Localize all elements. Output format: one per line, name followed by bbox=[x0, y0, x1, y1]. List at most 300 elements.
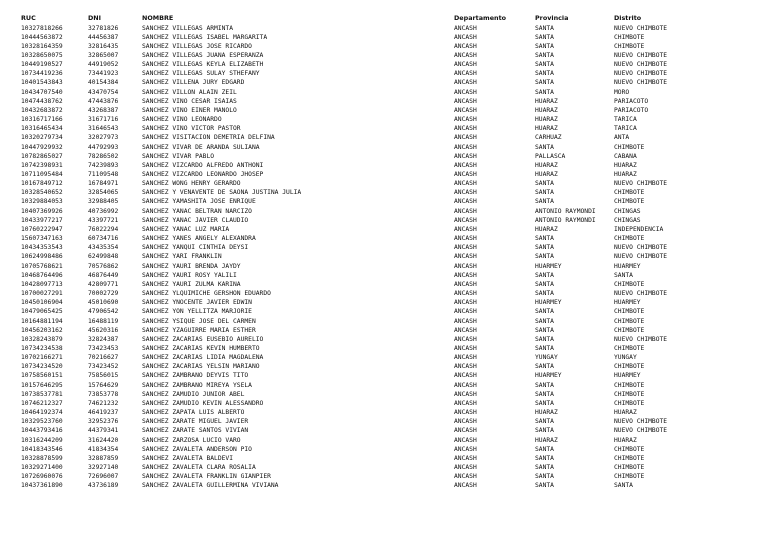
table-row bbox=[0, 60, 768, 69]
cell-ruc: 10726960076 bbox=[21, 473, 63, 481]
cell-departamento: ANCASH bbox=[454, 143, 477, 151]
cell-distrito: NUEVO CHIMBOTE bbox=[614, 253, 668, 261]
cell-distrito: NUEVO CHIMBOTE bbox=[614, 418, 668, 426]
cell-ruc: 10624998486 bbox=[21, 253, 63, 261]
cell-provincia: SANTA bbox=[535, 454, 554, 462]
cell-departamento: ANCASH bbox=[454, 116, 477, 124]
cell-ruc: 10711095484 bbox=[21, 171, 63, 178]
cell-nombre: SANCHEZ ZAMBRANO DEYVIS TITO bbox=[142, 372, 249, 380]
cell-nombre: SANCHEZ VILLEGAS KEYLA ELIZABETH bbox=[142, 61, 264, 69]
cell-dni: 47906542 bbox=[88, 308, 119, 316]
table-row bbox=[0, 179, 768, 188]
header-departamento: Departamento bbox=[454, 14, 507, 22]
table-row bbox=[0, 234, 768, 243]
cell-provincia: SANTA bbox=[535, 308, 554, 316]
cell-distrito: SANTA bbox=[614, 271, 633, 279]
cell-nombre: SANCHEZ VILLEGAS ARMINTA bbox=[142, 24, 233, 32]
cell-distrito: CHIMBOTE bbox=[614, 280, 645, 288]
table-row bbox=[0, 335, 768, 344]
cell-ruc: 10434707540 bbox=[21, 88, 63, 96]
cell-provincia: SANTA bbox=[535, 464, 554, 471]
cell-distrito: TARICA bbox=[614, 125, 637, 133]
cell-dni: 32988405 bbox=[88, 198, 119, 206]
cell-ruc: 10479065425 bbox=[21, 308, 63, 316]
table-row bbox=[0, 115, 768, 124]
cell-departamento: ANCASH bbox=[454, 326, 477, 334]
cell-nombre: SANCHEZ YANES ANGELY ALEXANDRA bbox=[142, 235, 256, 243]
cell-distrito: CHIMBOTE bbox=[614, 381, 645, 389]
cell-ruc: 10742398931 bbox=[21, 161, 63, 169]
cell-dni: 32927140 bbox=[88, 464, 119, 471]
cell-distrito: CHIMBOTE bbox=[614, 235, 645, 243]
cell-dni: 73441923 bbox=[88, 70, 119, 78]
cell-provincia: HUARAZ bbox=[535, 436, 558, 444]
cell-provincia: SANTA bbox=[535, 253, 554, 261]
cell-ruc: 10316465434 bbox=[21, 125, 63, 133]
cell-departamento: ANCASH bbox=[454, 42, 477, 50]
cell-provincia: SANTA bbox=[535, 79, 554, 87]
cell-ruc: 10316244209 bbox=[21, 436, 63, 444]
cell-nombre: SANCHEZ ZAMUDIO JUNIOR ABEL bbox=[142, 390, 245, 398]
cell-provincia: SANTA bbox=[535, 24, 554, 32]
cell-departamento: ANCASH bbox=[454, 473, 477, 481]
table-row bbox=[0, 252, 768, 261]
cell-distrito: CHINGAS bbox=[614, 207, 641, 215]
cell-nombre: SANCHEZ VISITACION DEMETRIA DELFINA bbox=[142, 134, 275, 142]
cell-ruc: 10450106904 bbox=[21, 299, 63, 307]
cell-provincia: SANTA bbox=[535, 189, 554, 197]
cell-provincia: ANTONIO RAYMONDI bbox=[535, 207, 596, 215]
table-row bbox=[0, 362, 768, 371]
cell-nombre: SANCHEZ YAURI ZULMA KARINA bbox=[142, 280, 241, 288]
cell-dni: 76022294 bbox=[88, 225, 119, 233]
cell-departamento: ANCASH bbox=[454, 418, 477, 426]
cell-distrito: YUNGAY bbox=[614, 354, 637, 362]
cell-distrito: CHIMBOTE bbox=[614, 399, 645, 407]
table-row bbox=[0, 298, 768, 307]
cell-nombre: SANCHEZ ZAVALETA BALDEVI bbox=[142, 454, 233, 462]
cell-dni: 43470754 bbox=[88, 88, 119, 96]
cell-dni: 74239893 bbox=[88, 161, 119, 169]
cell-ruc: 10320279734 bbox=[21, 134, 63, 142]
cell-provincia: SANTA bbox=[535, 271, 554, 279]
cell-departamento: ANCASH bbox=[454, 335, 477, 343]
cell-departamento: ANCASH bbox=[454, 225, 477, 233]
cell-provincia: SANTA bbox=[535, 363, 554, 371]
cell-dni: 71109548 bbox=[88, 171, 119, 178]
cell-distrito: HUARAZ bbox=[614, 161, 637, 169]
cell-ruc: 10157646295 bbox=[21, 381, 63, 389]
cell-dni: 32865007 bbox=[88, 51, 119, 59]
cell-nombre: SANCHEZ ZACARIAS LIDIA MAGDALENA bbox=[142, 354, 264, 362]
cell-nombre: SANCHEZ VINO EINER MANOLO bbox=[142, 106, 237, 114]
cell-provincia: SANTA bbox=[535, 326, 554, 334]
cell-provincia: HUARMEY bbox=[535, 262, 562, 270]
table-row bbox=[0, 436, 768, 445]
cell-dni: 46419237 bbox=[88, 409, 119, 417]
cell-dni: 40154384 bbox=[88, 79, 119, 87]
cell-dni: 70216627 bbox=[88, 354, 119, 362]
cell-dni: 44792993 bbox=[88, 143, 119, 151]
cell-distrito: HUARAZ bbox=[614, 171, 637, 178]
cell-provincia: HUARAZ bbox=[535, 225, 558, 233]
cell-dni: 32781826 bbox=[88, 24, 119, 32]
cell-distrito: NUEVO CHIMBOTE bbox=[614, 244, 668, 252]
cell-dni: 41834354 bbox=[88, 445, 119, 453]
cell-ruc: 10329884053 bbox=[21, 198, 63, 206]
cell-nombre: SANCHEZ VILLEGAS SULAY STHEFANY bbox=[142, 70, 260, 78]
cell-distrito: CHIMBOTE bbox=[614, 445, 645, 453]
cell-departamento: ANCASH bbox=[454, 152, 477, 160]
cell-dni: 16784971 bbox=[88, 180, 119, 188]
cell-provincia: SANTA bbox=[535, 399, 554, 407]
cell-provincia: SANTA bbox=[535, 61, 554, 69]
cell-provincia: SANTA bbox=[535, 143, 554, 151]
table-row bbox=[0, 152, 768, 161]
cell-distrito: CHIMBOTE bbox=[614, 189, 645, 197]
cell-departamento: ANCASH bbox=[454, 399, 477, 407]
cell-provincia: SANTA bbox=[535, 244, 554, 252]
table-row bbox=[0, 124, 768, 133]
cell-departamento: ANCASH bbox=[454, 79, 477, 87]
cell-dni: 32854065 bbox=[88, 189, 119, 197]
cell-ruc: 10329271400 bbox=[21, 464, 63, 471]
cell-distrito: CABANA bbox=[614, 152, 637, 160]
cell-nombre: SANCHEZ ZACARIAS YELSIN MARIANO bbox=[142, 363, 260, 371]
cell-nombre: SANCHEZ YAURI BRENDA JAYDY bbox=[142, 262, 241, 270]
table-row bbox=[0, 33, 768, 42]
cell-nombre: SANCHEZ ZAVALETA ANDERSON PIO bbox=[142, 445, 252, 453]
cell-dni: 43736189 bbox=[88, 482, 119, 490]
cell-nombre: SANCHEZ VILLEGAS JUANA ESPERANZA bbox=[142, 51, 264, 59]
cell-nombre: SANCHEZ YAMASHITA JOSE ENRIQUE bbox=[142, 198, 256, 206]
cell-dni: 44919052 bbox=[88, 61, 119, 69]
table-row bbox=[0, 188, 768, 197]
cell-distrito: NUEVO CHIMBOTE bbox=[614, 51, 668, 59]
cell-dni: 44456387 bbox=[88, 33, 119, 41]
cell-dni: 73853778 bbox=[88, 390, 119, 398]
cell-nombre: SANCHEZ YNOCENTE JAVIER EDWIN bbox=[142, 299, 252, 307]
cell-nombre: SANCHEZ ZACARIAS EUSEBIO AURELIO bbox=[142, 335, 264, 343]
cell-ruc: 10705768621 bbox=[21, 262, 63, 270]
cell-nombre: SANCHEZ VILLEGAS JOSE RICARDO bbox=[142, 42, 252, 50]
cell-departamento: ANCASH bbox=[454, 436, 477, 444]
cell-provincia: SANTA bbox=[535, 317, 554, 325]
cell-distrito: NUEVO CHIMBOTE bbox=[614, 24, 668, 32]
cell-ruc: 10401543843 bbox=[21, 79, 63, 87]
cell-dni: 32816435 bbox=[88, 42, 119, 50]
table-row bbox=[0, 24, 768, 33]
cell-distrito: NUEVO CHIMBOTE bbox=[614, 427, 668, 435]
cell-distrito: PARIACOTO bbox=[614, 97, 649, 105]
cell-distrito: NUEVO CHIMBOTE bbox=[614, 61, 668, 69]
cell-dni: 62499848 bbox=[88, 253, 119, 261]
cell-distrito: SANTA bbox=[614, 482, 633, 490]
table-row bbox=[0, 317, 768, 326]
table-row bbox=[0, 280, 768, 289]
table-row bbox=[0, 390, 768, 399]
cell-departamento: ANCASH bbox=[454, 51, 477, 59]
table-row bbox=[0, 225, 768, 234]
cell-nombre: SANCHEZ YANAC JAVIER CLAUDIO bbox=[142, 216, 249, 224]
table-row bbox=[0, 271, 768, 280]
cell-distrito: NUEVO CHIMBOTE bbox=[614, 180, 668, 188]
table-row bbox=[0, 289, 768, 298]
cell-distrito: NUEVO CHIMBOTE bbox=[614, 290, 668, 298]
cell-dni: 32027973 bbox=[88, 134, 119, 142]
cell-ruc: 10328540652 bbox=[21, 189, 63, 197]
cell-dni: 75856015 bbox=[88, 372, 119, 380]
cell-ruc: 10700027291 bbox=[21, 290, 63, 298]
cell-dni: 31646543 bbox=[88, 125, 119, 133]
table-row bbox=[0, 307, 768, 316]
cell-dni: 73423452 bbox=[88, 363, 119, 371]
cell-nombre: SANCHEZ ZAVALETA CLARA ROSALIA bbox=[142, 464, 256, 471]
table-row bbox=[0, 472, 768, 481]
cell-nombre: SANCHEZ ZAMUDIO KEVIN ALESSANDRO bbox=[142, 399, 264, 407]
cell-provincia: SANTA bbox=[535, 198, 554, 206]
cell-ruc: 10474438762 bbox=[21, 97, 63, 105]
cell-departamento: ANCASH bbox=[454, 216, 477, 224]
cell-distrito: CHIMBOTE bbox=[614, 308, 645, 316]
table-row bbox=[0, 197, 768, 206]
cell-ruc: 10418343546 bbox=[21, 445, 63, 453]
cell-ruc: 10316717166 bbox=[21, 116, 63, 124]
cell-distrito: PARIACOTO bbox=[614, 106, 649, 114]
cell-distrito: CHIMBOTE bbox=[614, 326, 645, 334]
cell-provincia: YUNGAY bbox=[535, 354, 558, 362]
cell-distrito: CHIMBOTE bbox=[614, 198, 645, 206]
cell-departamento: ANCASH bbox=[454, 409, 477, 417]
cell-dni: 74621232 bbox=[88, 399, 119, 407]
cell-provincia: HUARAZ bbox=[535, 171, 558, 178]
cell-provincia: HUARAZ bbox=[535, 125, 558, 133]
cell-provincia: PALLASCA bbox=[535, 152, 566, 160]
cell-departamento: ANCASH bbox=[454, 363, 477, 371]
cell-departamento: ANCASH bbox=[454, 445, 477, 453]
table-row bbox=[0, 408, 768, 417]
cell-ruc: 10433977217 bbox=[21, 216, 63, 224]
cell-ruc: 10468764496 bbox=[21, 271, 63, 279]
cell-distrito: NUEVO CHIMBOTE bbox=[614, 79, 668, 87]
cell-provincia: SANTA bbox=[535, 33, 554, 41]
cell-provincia: SANTA bbox=[535, 344, 554, 352]
table-row bbox=[0, 170, 768, 179]
table-row bbox=[0, 381, 768, 390]
cell-dni: 42809771 bbox=[88, 280, 119, 288]
cell-ruc: 10437361890 bbox=[21, 482, 63, 490]
cell-departamento: ANCASH bbox=[454, 372, 477, 380]
cell-dni: 40736992 bbox=[88, 207, 119, 215]
cell-ruc: 10760222947 bbox=[21, 225, 63, 233]
table-row bbox=[0, 417, 768, 426]
cell-departamento: ANCASH bbox=[454, 198, 477, 206]
cell-nombre: SANCHEZ VILLON ALAIN ZEIL bbox=[142, 88, 237, 96]
table-row bbox=[0, 207, 768, 216]
cell-departamento: ANCASH bbox=[454, 317, 477, 325]
cell-dni: 44379341 bbox=[88, 427, 119, 435]
cell-provincia: HUARAZ bbox=[535, 97, 558, 105]
cell-ruc: 10434353543 bbox=[21, 244, 63, 252]
cell-ruc: 10167849712 bbox=[21, 180, 63, 188]
cell-provincia: SANTA bbox=[535, 290, 554, 298]
cell-nombre: SANCHEZ Y VENAVENTE DE SAONA JUSTINA JULIA bbox=[142, 189, 302, 197]
cell-ruc: 10447929932 bbox=[21, 143, 63, 151]
cell-nombre: SANCHEZ YZAGUIRRE MARIA ESTHER bbox=[142, 326, 256, 334]
cell-nombre: SANCHEZ ZARZOSA LUCIO VARO bbox=[142, 436, 241, 444]
cell-nombre: SANCHEZ ZARATE SANTOS VIVIAN bbox=[142, 427, 249, 435]
cell-distrito: CHIMBOTE bbox=[614, 33, 645, 41]
cell-dni: 31624420 bbox=[88, 436, 119, 444]
table-row bbox=[0, 97, 768, 106]
cell-distrito: CHIMBOTE bbox=[614, 464, 645, 471]
cell-departamento: ANCASH bbox=[454, 262, 477, 270]
table-row bbox=[0, 463, 768, 472]
cell-ruc: 10428097713 bbox=[21, 280, 63, 288]
cell-ruc: 10444563872 bbox=[21, 33, 63, 41]
table-row bbox=[0, 69, 768, 78]
cell-ruc: 10782865027 bbox=[21, 152, 63, 160]
cell-nombre: SANCHEZ YARI FRANKLIN bbox=[142, 253, 222, 261]
header-row bbox=[0, 14, 768, 24]
cell-distrito: TARICA bbox=[614, 116, 637, 124]
cell-dni: 45010690 bbox=[88, 299, 119, 307]
cell-dni: 15764629 bbox=[88, 381, 119, 389]
cell-nombre: SANCHEZ ZAMBRANO MIREYA YSELA bbox=[142, 381, 252, 389]
cell-departamento: ANCASH bbox=[454, 244, 477, 252]
cell-provincia: SANTA bbox=[535, 445, 554, 453]
cell-departamento: ANCASH bbox=[454, 271, 477, 279]
cell-nombre: SANCHEZ ZAPATA LUIS ALBERTO bbox=[142, 409, 245, 417]
cell-provincia: HUARMEY bbox=[535, 299, 562, 307]
cell-ruc: 10734234538 bbox=[21, 344, 63, 352]
cell-departamento: ANCASH bbox=[454, 24, 477, 32]
cell-nombre: SANCHEZ VIZCARDO LEONARDO JHOSEP bbox=[142, 171, 264, 178]
cell-departamento: ANCASH bbox=[454, 354, 477, 362]
cell-nombre: SANCHEZ VILLEGAS ISABEL MARGARITA bbox=[142, 33, 268, 41]
table-row bbox=[0, 161, 768, 170]
table-row bbox=[0, 344, 768, 353]
cell-ruc: 10702166271 bbox=[21, 354, 63, 362]
cell-ruc: 10432683872 bbox=[21, 106, 63, 114]
cell-provincia: SANTA bbox=[535, 42, 554, 50]
cell-provincia: HUARAZ bbox=[535, 106, 558, 114]
cell-nombre: SANCHEZ VILLENA JURY EDGARD bbox=[142, 79, 245, 87]
cell-nombre: SANCHEZ VIZCARDO ALFREDO ANTHONI bbox=[142, 161, 264, 169]
table-row bbox=[0, 326, 768, 335]
cell-provincia: HUARAZ bbox=[535, 409, 558, 417]
cell-departamento: ANCASH bbox=[454, 290, 477, 298]
cell-dni: 43397721 bbox=[88, 216, 119, 224]
cell-nombre: SANCHEZ VINO LEONARDO bbox=[142, 116, 222, 124]
cell-provincia: SANTA bbox=[535, 51, 554, 59]
cell-departamento: ANCASH bbox=[454, 344, 477, 352]
table-row bbox=[0, 51, 768, 60]
cell-nombre: SANCHEZ YLQUIMICHE GERSHON EDUARDO bbox=[142, 290, 271, 298]
cell-nombre: SANCHEZ WONG HENRY GERARDO bbox=[142, 180, 241, 188]
cell-distrito: CHIMBOTE bbox=[614, 390, 645, 398]
cell-provincia: CARHUAZ bbox=[535, 134, 562, 142]
cell-dni: 16488119 bbox=[88, 317, 119, 325]
cell-nombre: SANCHEZ YON YELLITZA MARJORIE bbox=[142, 308, 252, 316]
cell-provincia: HUARAZ bbox=[535, 161, 558, 169]
table-row bbox=[0, 78, 768, 87]
cell-nombre: SANCHEZ VINO CESAR ISAIAS bbox=[142, 97, 237, 105]
cell-ruc: 10443793416 bbox=[21, 427, 63, 435]
table-row bbox=[0, 426, 768, 435]
cell-ruc: 10758560151 bbox=[21, 372, 63, 380]
cell-departamento: ANCASH bbox=[454, 88, 477, 96]
header-ruc: RUC bbox=[21, 14, 36, 22]
cell-ruc: 10738537781 bbox=[21, 390, 63, 398]
cell-ruc: 10328164359 bbox=[21, 42, 63, 50]
cell-distrito: NUEVO CHIMBOTE bbox=[614, 70, 668, 78]
cell-dni: 32952376 bbox=[88, 418, 119, 426]
header-nombre: NOMBRE bbox=[142, 14, 174, 22]
cell-dni: 47443876 bbox=[88, 97, 119, 105]
cell-distrito: CHIMBOTE bbox=[614, 42, 645, 50]
cell-distrito: CHIMBOTE bbox=[614, 317, 645, 325]
cell-ruc: 15607347163 bbox=[21, 235, 63, 243]
cell-nombre: SANCHEZ ZAVALETA GUILLERMINA VIVIANA bbox=[142, 482, 279, 490]
cell-ruc: 10164881194 bbox=[21, 317, 63, 325]
cell-dni: 43268387 bbox=[88, 106, 119, 114]
table-row bbox=[0, 88, 768, 97]
cell-dni: 32887859 bbox=[88, 454, 119, 462]
cell-departamento: ANCASH bbox=[454, 171, 477, 178]
cell-nombre: SANCHEZ YANAC BELTRAN NARCIZO bbox=[142, 207, 252, 215]
cell-ruc: 10734234520 bbox=[21, 363, 63, 371]
cell-departamento: ANCASH bbox=[454, 180, 477, 188]
cell-distrito: NUEVO CHIMBOTE bbox=[614, 335, 668, 343]
cell-ruc: 10328243879 bbox=[21, 335, 63, 343]
cell-provincia: HUARAZ bbox=[535, 116, 558, 124]
cell-dni: 45620316 bbox=[88, 326, 119, 334]
cell-ruc: 10327818266 bbox=[21, 24, 63, 32]
cell-departamento: ANCASH bbox=[454, 106, 477, 114]
cell-departamento: ANCASH bbox=[454, 299, 477, 307]
cell-distrito: CHIMBOTE bbox=[614, 363, 645, 371]
cell-provincia: SANTA bbox=[535, 473, 554, 481]
cell-provincia: SANTA bbox=[535, 427, 554, 435]
cell-ruc: 10407369926 bbox=[21, 207, 63, 215]
cell-dni: 73423453 bbox=[88, 344, 119, 352]
table-row bbox=[0, 371, 768, 380]
cell-departamento: ANCASH bbox=[454, 33, 477, 41]
cell-dni: 70576862 bbox=[88, 262, 119, 270]
cell-distrito: INDEPENDENCIA bbox=[614, 225, 664, 233]
header-distrito: Distrito bbox=[614, 14, 642, 22]
cell-departamento: ANCASH bbox=[454, 427, 477, 435]
header-provincia: Provincia bbox=[535, 14, 569, 22]
cell-dni: 46876449 bbox=[88, 271, 119, 279]
cell-departamento: ANCASH bbox=[454, 390, 477, 398]
cell-distrito: CHIMBOTE bbox=[614, 473, 645, 481]
cell-provincia: SANTA bbox=[535, 381, 554, 389]
cell-departamento: ANCASH bbox=[454, 125, 477, 133]
cell-distrito: ANTA bbox=[614, 134, 630, 142]
table-row bbox=[0, 399, 768, 408]
cell-provincia: SANTA bbox=[535, 482, 554, 490]
cell-provincia: SANTA bbox=[535, 88, 554, 96]
table-row bbox=[0, 454, 768, 463]
cell-distrito: CHIMBOTE bbox=[614, 344, 645, 352]
cell-departamento: ANCASH bbox=[454, 235, 477, 243]
cell-ruc: 10456203162 bbox=[21, 326, 63, 334]
table-row bbox=[0, 481, 768, 490]
cell-distrito: MORO bbox=[614, 88, 630, 96]
cell-nombre: SANCHEZ YAURI ROSY YALILI bbox=[142, 271, 237, 279]
